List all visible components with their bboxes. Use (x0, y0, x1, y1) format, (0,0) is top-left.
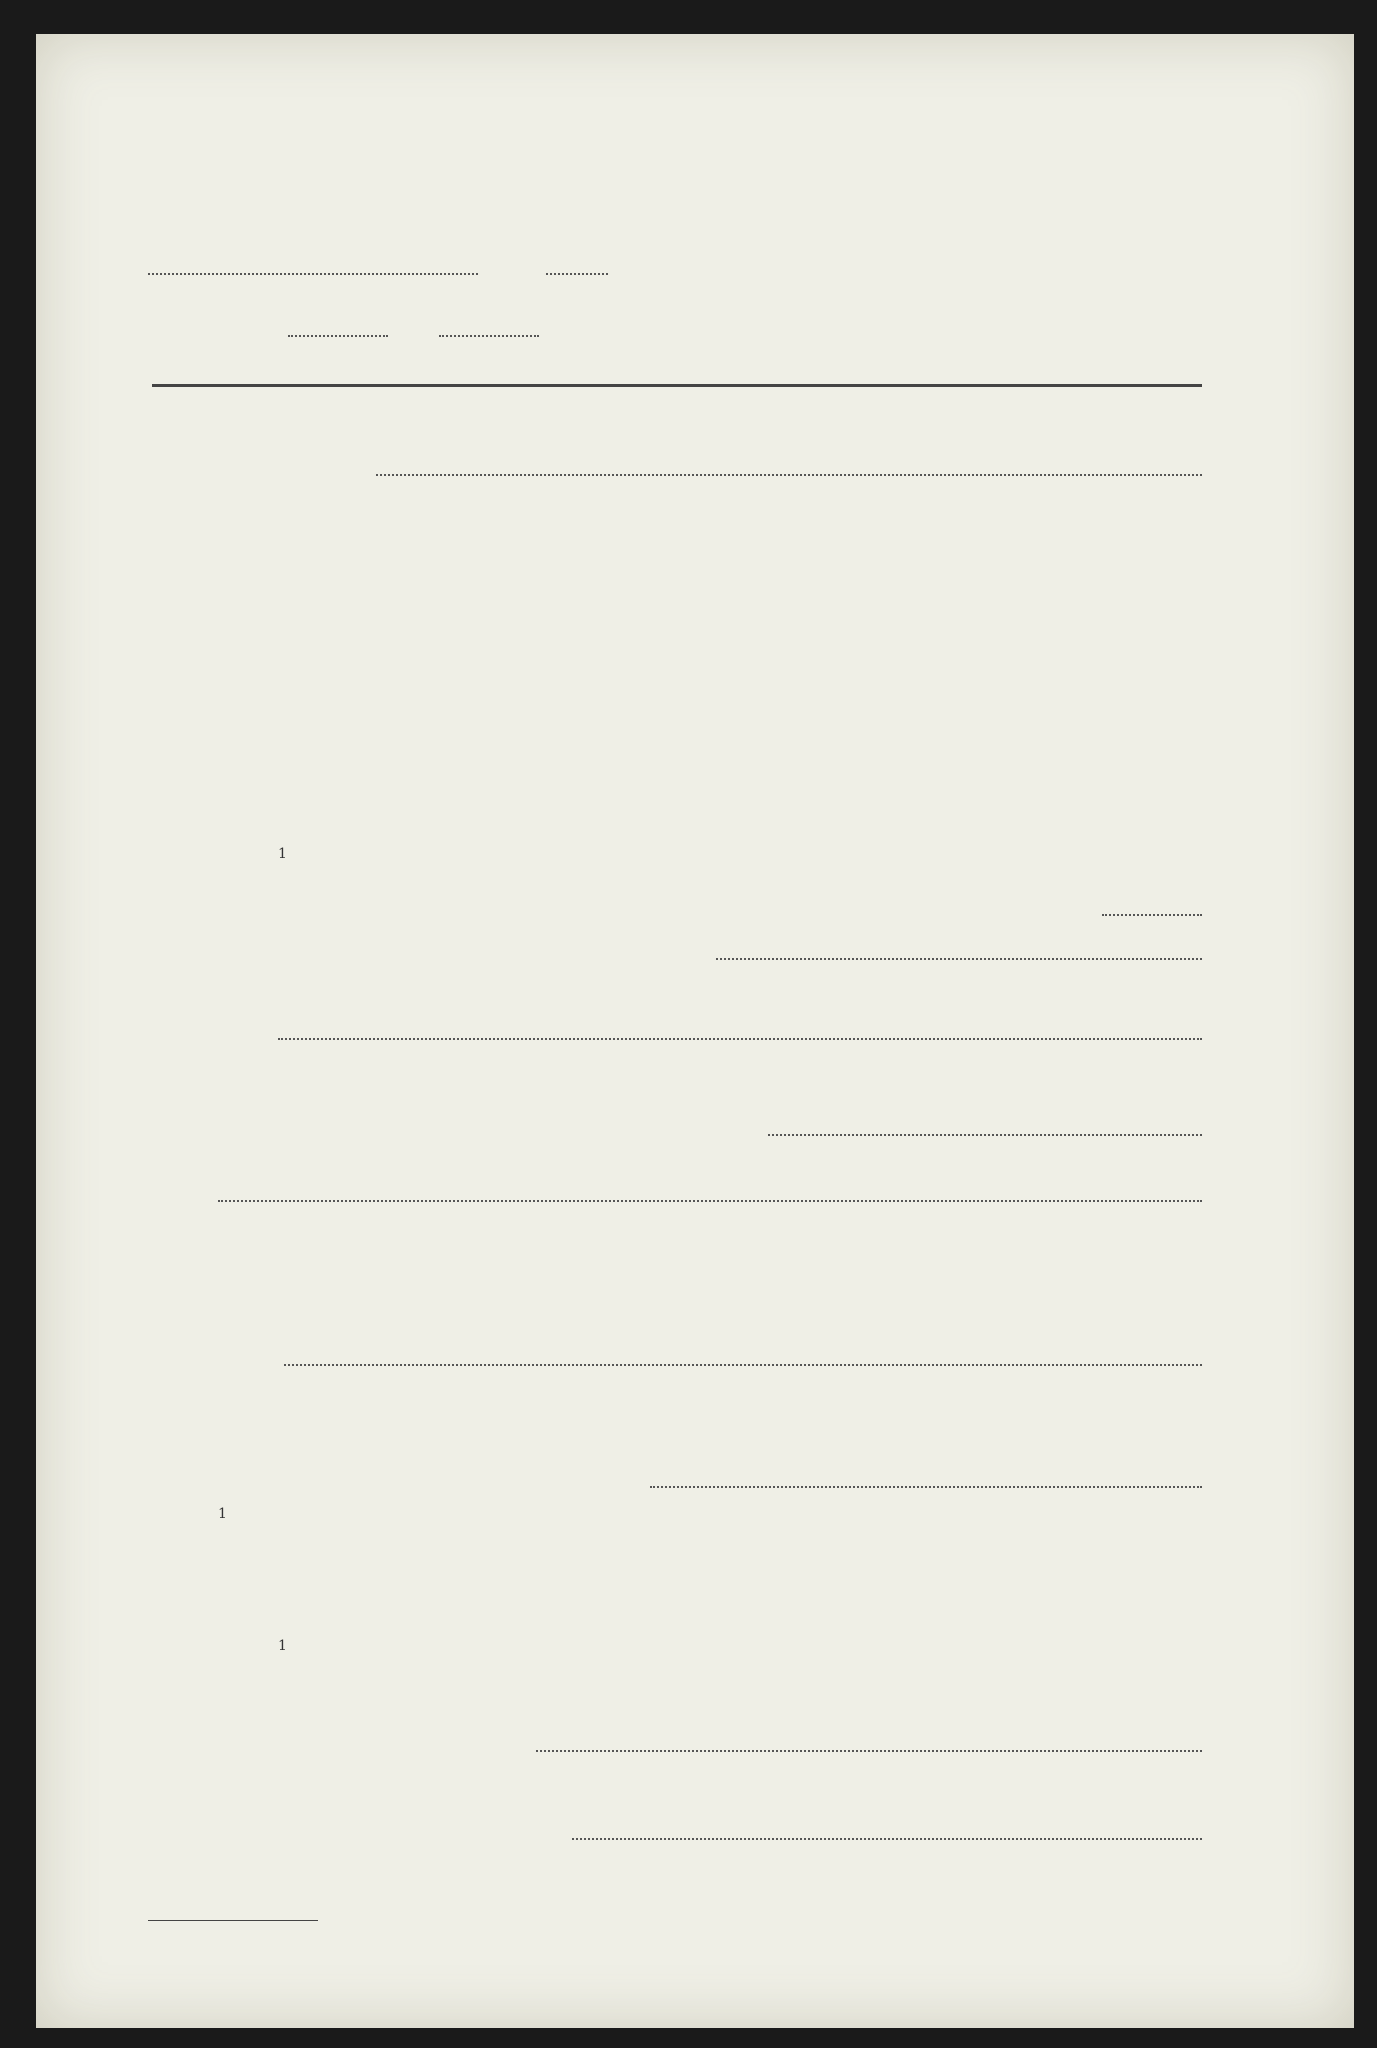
q4-line1 (218, 712, 228, 743)
kreds-row (288, 310, 539, 345)
q14-line (536, 1750, 1202, 1752)
herred-value (148, 273, 478, 275)
q15-line (572, 1838, 1202, 1840)
husliste-value (439, 335, 539, 337)
q7-line (716, 958, 1202, 960)
kreds-value (288, 335, 388, 337)
census-form (36, 34, 1354, 2028)
q12-line: 1 (218, 1506, 227, 1522)
personseddel-value (546, 273, 608, 275)
q10-line (284, 1364, 1202, 1366)
q7-line2-rule (278, 1038, 1202, 1040)
q5-line2: 1 (278, 846, 287, 862)
q6-line (1102, 914, 1202, 916)
q9-line2 (218, 1200, 1202, 1202)
q13-line3: 1 (278, 1638, 287, 1654)
q11-line (650, 1486, 1202, 1488)
q8-line (768, 1134, 1202, 1136)
header-divider (152, 384, 1202, 387)
q1-line (376, 474, 1202, 476)
footnote-divider (148, 1920, 318, 1921)
herred-row (148, 248, 608, 283)
